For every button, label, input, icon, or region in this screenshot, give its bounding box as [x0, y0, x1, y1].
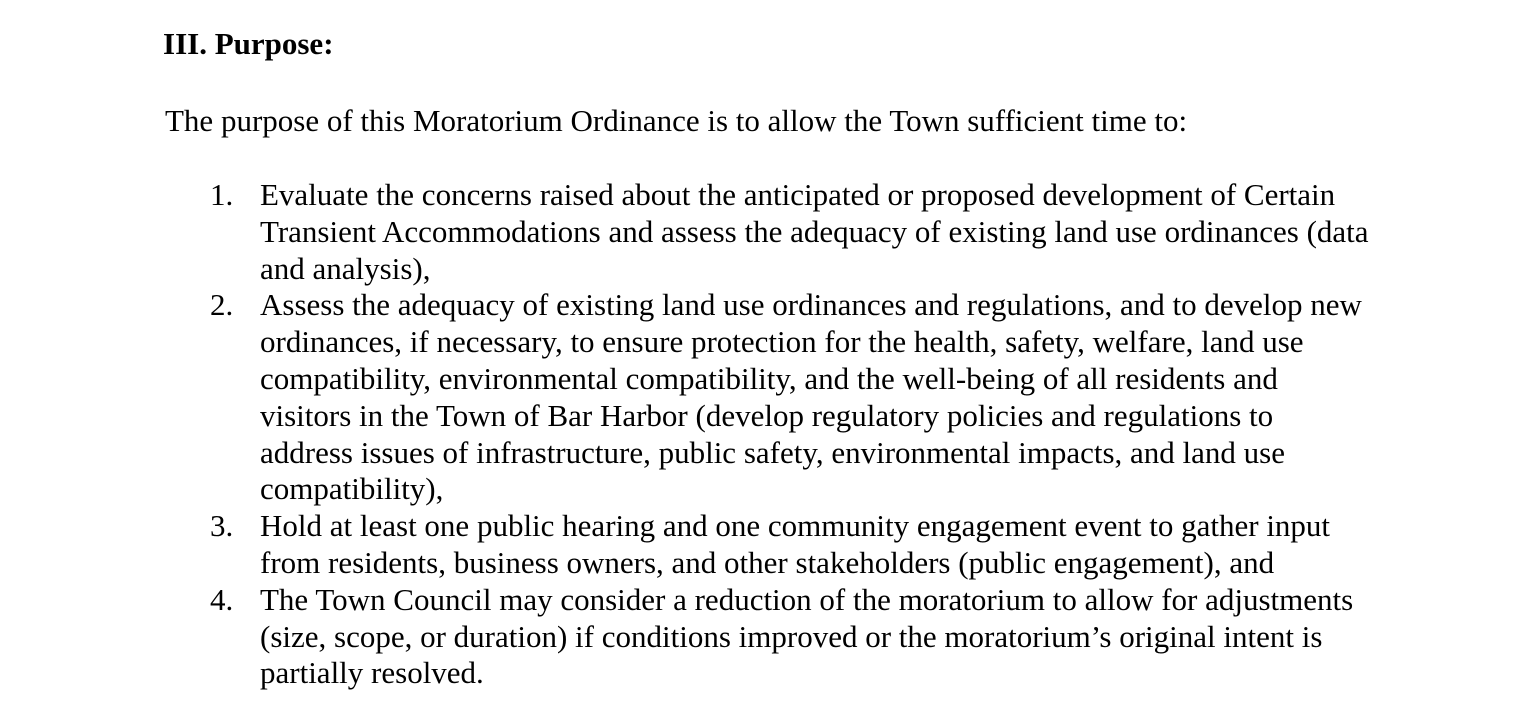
list-item-line: address issues of infrastructure, public safety, environmental impacts, and land use — [260, 434, 1285, 470]
list-item-line: Transient Accommodations and assess the adequacy of existing land use ordinances (data — [260, 213, 1369, 249]
list-item-line: (size, scope, or duration) if conditions improved or the moratorium’s original intent is — [260, 618, 1323, 654]
list-item-number: 3. — [210, 508, 234, 544]
list-item-line: visitors in the Town of Bar Harbor (develop regulatory policies and regulations to — [260, 397, 1274, 433]
list-item — [210, 508, 1440, 582]
list-item-line: compatibility), — [260, 471, 444, 507]
list-item-line: Assess the adequacy of existing land use ordinances and regulations, and to develop new — [260, 287, 1362, 323]
list-item-line: ordinances, if necessary, to ensure protection for the health, safety, welfare, land use — [260, 324, 1304, 360]
list-item — [210, 177, 1440, 287]
purpose-list — [210, 177, 1440, 692]
list-item-line: from residents, business owners, and other stakeholders (public engagement), and — [260, 544, 1275, 580]
list-item-line: The Town Council may consider a reduction of the moratorium to allow for adjustments — [260, 581, 1354, 617]
list-item — [210, 582, 1440, 692]
list-item-number: 1. — [210, 177, 234, 212]
intro-paragraph: The purpose of this Moratorium Ordinance is to allow the Town sufficient time to: — [165, 103, 1188, 138]
list-item-number: 2. — [210, 287, 234, 323]
list-item-line: partially resolved. — [260, 655, 484, 691]
list-item-line: and analysis), — [260, 250, 431, 286]
list-item-line: Evaluate the concerns raised about the anticipated or proposed development of Certain — [260, 177, 1336, 212]
section-heading: III. Purpose: — [163, 26, 334, 61]
list-item-line: Hold at least one public hearing and one community engagement event to gather input — [260, 508, 1331, 544]
list-item-number: 4. — [210, 581, 234, 617]
list-item-line: compatibility, environmental compatibility, and the well-being of all residents and — [260, 360, 1278, 396]
list-item — [210, 287, 1440, 508]
